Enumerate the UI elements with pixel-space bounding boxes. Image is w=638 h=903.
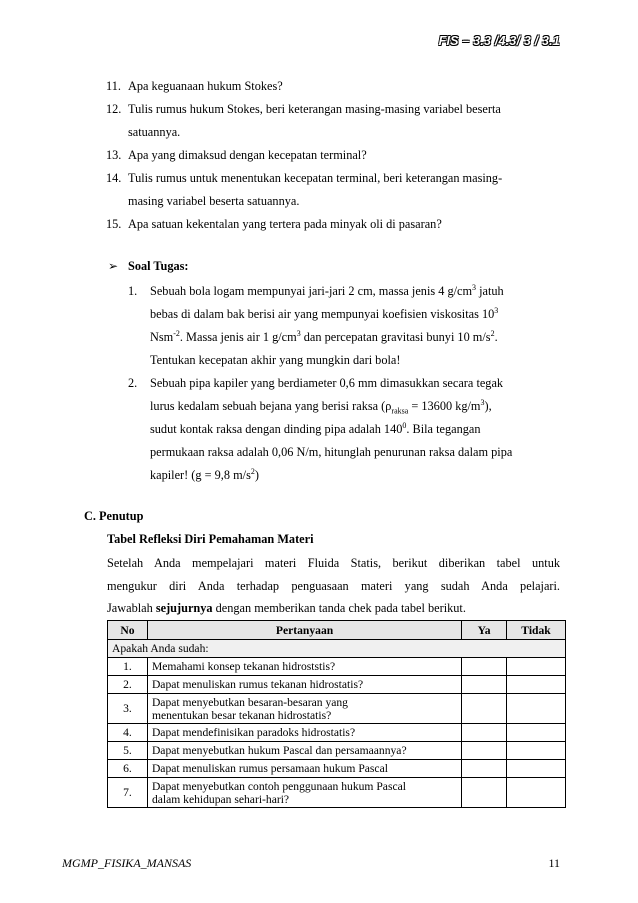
tasks-heading: Soal Tugas: (128, 259, 189, 273)
row-number: 2. (108, 676, 148, 694)
table-row (108, 760, 566, 778)
column-header-pertanyaan: Pertanyaan (147, 621, 461, 640)
row-number: 7. (108, 778, 148, 808)
question-number: 12. (106, 102, 122, 116)
table-row (108, 742, 566, 760)
task-2-line-2: lurus kedalam sebuah bejana yang berisi raksa ($\rho_{raksa} = 13600$ $kg/m^3$), (150, 397, 492, 416)
answer-cell-ya[interactable] (462, 742, 507, 760)
question-text: Tulis rumus hukum Stokes, beri keterangan masing-masing variabel beserta (128, 102, 501, 116)
answer-cell-tidak[interactable] (507, 658, 566, 676)
task-1-line-3: Nsm$^{-2}$. Massa jenis air 1 $g/cm^3$ dan percepatan gravitasi bunyi 10 $m/s^2$. (150, 328, 498, 344)
table-title: Tabel Refleksi Diri Pemahaman Materi (107, 532, 314, 546)
page-number: 11 (548, 856, 560, 870)
column-header-no: No (108, 621, 148, 640)
task-1-line-1: Sebuah bola logam mempunyai jari-jari 2 cm, massa jenis 4 $g/cm^3$ jatuh (150, 282, 504, 298)
question-number: 11. (106, 79, 121, 93)
row-question: Memahami konsep tekanan hidroststis? (147, 658, 461, 676)
task-1-line-4: Tentukan kecepatan akhir yang mungkin dari bola! (150, 353, 401, 367)
question-number: 15. (106, 217, 122, 231)
answer-cell-tidak[interactable] (507, 778, 566, 808)
section-heading-penutup: C. Penutup (84, 509, 144, 523)
task-2-line-1: Sebuah pipa kapiler yang berdiameter 0,6 mm dimasukkan secara tegak (150, 376, 504, 390)
answer-cell-tidak[interactable] (507, 724, 566, 742)
answer-cell-ya[interactable] (462, 760, 507, 778)
answer-cell-ya[interactable] (462, 724, 507, 742)
question-text: Tulis rumus untuk menentukan kecepatan terminal, beri keterangan masing- (128, 171, 503, 185)
question-text: masing variabel beserta satuannya. (128, 194, 300, 208)
answer-cell-tidak[interactable] (507, 694, 566, 724)
task-2-line-4: permukaan raksa adalah 0,06 N/m, hitunglah penurunan raksa dalam pipa (150, 445, 513, 459)
intro-line-3: Jawablah sejujurnya dengan memberikan tanda chek pada tabel berikut. (107, 601, 466, 615)
row-question: Dapat menyebutkan besaran-besaran yang menentukan besar tekanan hidrostatis? (147, 694, 461, 724)
table-row (108, 658, 566, 676)
row-question: Dapat menuliskan rumus tekanan hidrostatis? (147, 676, 461, 694)
task-2-line-5: kapiler! (g = 9,8 $m/s^2$) (150, 466, 259, 482)
row-number: 4. (108, 724, 148, 742)
emphasis-sejujurnya: sejujurnya (155, 601, 213, 615)
column-header-ya: Ya (462, 621, 507, 640)
task-number: 2. (128, 376, 138, 390)
task-2-line-3: sudut kontak raksa dengan dinding pipa adalah $140^0$. Bila tegangan (150, 420, 481, 436)
answer-cell-ya[interactable] (462, 658, 507, 676)
row-question: Dapat menyebutkan hukum Pascal dan persamaannya? (147, 742, 461, 760)
intro-line-2: mengukur diri Anda terhadap penguasaan materi yang sudah Anda pelajari. (107, 579, 560, 593)
row-question: Dapat menuliskan rumus persamaan hukum Pascal (147, 760, 461, 778)
row-number: 3. (108, 694, 148, 724)
task-1-line-2: bebas di dalam bak berisi air yang mempunyai koefisien viskositas $10^3$ (150, 305, 499, 321)
task-number: 1. (128, 284, 138, 298)
question-number: 14. (106, 171, 122, 185)
question-text: Apa satuan kekentalan yang tertera pada minyak oli di pasaran? (128, 217, 442, 231)
row-question: Dapat menyebutkan contoh penggunaan hukum Pascal dalam kehidupan sehari-hari? (147, 778, 461, 808)
question-number: 13. (106, 148, 122, 162)
footer-source: MGMP_FISIKA_MANSAS (62, 856, 192, 870)
row-number: 6. (108, 760, 148, 778)
question-text: Apa keguanaan hukum Stokes? (128, 79, 283, 93)
answer-cell-ya[interactable] (462, 694, 507, 724)
document-code-header: FIS – 3.3 /4.3/ 3 / 3.1 (438, 34, 560, 48)
answer-cell-ya[interactable] (462, 676, 507, 694)
row-question: Dapat mendefinisikan paradoks hidrostatis? (147, 724, 461, 742)
intro-line-1: Setelah Anda mempelajari materi Fluida Statis, berikut diberikan tabel untuk (107, 556, 560, 570)
row-number: 1. (108, 658, 148, 676)
table-row (108, 724, 566, 742)
arrow-bullet-icon: ➢ (108, 259, 119, 273)
reflection-table (107, 620, 566, 808)
table-row (108, 694, 566, 724)
answer-cell-tidak[interactable] (507, 676, 566, 694)
question-text: satuannya. (128, 125, 181, 139)
answer-cell-tidak[interactable] (507, 742, 566, 760)
table-section-label: Apakah Anda sudah: (108, 640, 566, 658)
row-number: 5. (108, 742, 148, 760)
question-text: Apa yang dimaksud dengan kecepatan terminal? (128, 148, 367, 162)
table-row (108, 778, 566, 808)
column-header-tidak: Tidak (507, 621, 566, 640)
answer-cell-ya[interactable] (462, 778, 507, 808)
answer-cell-tidak[interactable] (507, 760, 566, 778)
table-row (108, 676, 566, 694)
